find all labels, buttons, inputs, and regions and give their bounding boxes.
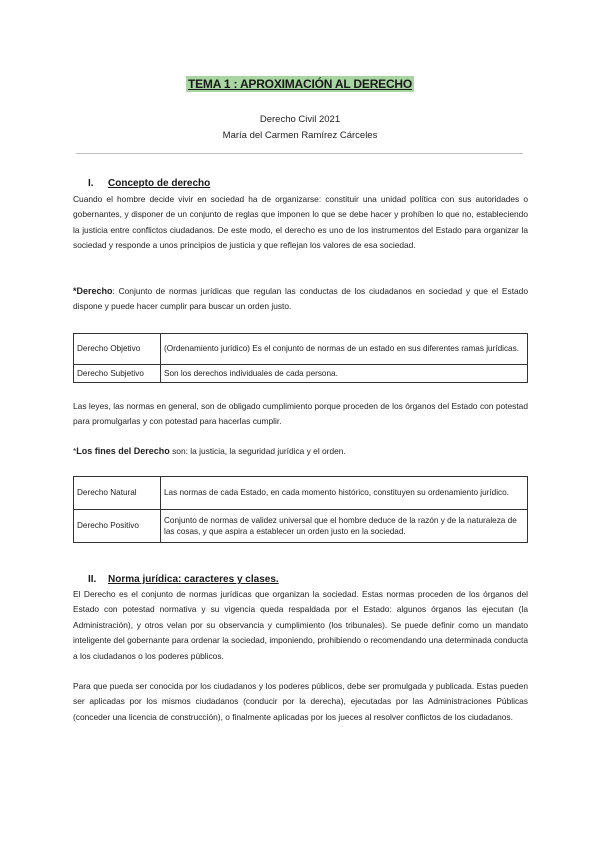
fines-text: son: la justicia, la seguridad jurídica y el orden. [169, 446, 346, 456]
table-row [74, 334, 528, 365]
table-desc: Son los derechos individuales de cada persona. [161, 365, 528, 383]
title-container [0, 75, 600, 93]
section-1-title: Concepto de derecho [108, 178, 211, 189]
section-2-paragraph-1: El Derecho es el conjunto de normas jurídicas que organizan la sociedad. Estas normas proceden de los órganos del Estado con potestad normativa y su vigencia queda respaldada por el Estado: algunos órganos las ejecutan (la Administración), y otros velan por su observancia y cumplimiento (los tribunales). Se puede definir como un mandato inteligente del gobernante para ordenar la sociedad, imponiendo, prohibiendo o recomendando una determinada conducta a los ciudadanos o los poderes públicos. [73, 589, 528, 661]
section-1-paragraph-2: Las leyes, las normas en general, son de obligado cumplimiento porque proceden de los órganos del Estado con potestad para promulgarlas y con potestad para hacerlas cumplir. [73, 401, 528, 427]
fines-label: Los fines del Derecho [76, 446, 170, 456]
header-divider [76, 153, 523, 154]
fines-prefix: * [73, 446, 77, 456]
table-row [74, 510, 528, 543]
section-1-paragraph-1: Cuando el hombre decide vivir en sociedad ha de organizarse: constituir una unidad política con sus autoridades o gobernantes, y disponer de un conjunto de reglas que imponen lo que se debe hacer y prohíben lo que no, estableciendo la justicia entre conflictos ciudadanos. De este modo, el derecho es uno de los instrumentos del Estado para organizar la sociedad y responde a unos principios de justicia y que reflejan los valores de esa sociedad. [73, 194, 528, 251]
section-2-title: Norma jurídica: caracteres y clases. [108, 574, 279, 585]
section-2-heading [88, 574, 279, 585]
derecho-definition [73, 284, 528, 315]
fines-derecho [73, 444, 528, 459]
document-title: TEMA 1 : APROXIMACIÓN AL DERECHO [187, 77, 413, 91]
derecho-natural-positivo-table [73, 476, 528, 543]
derecho-types-table [73, 333, 528, 383]
section-1-heading [88, 178, 210, 189]
table-term: Derecho Natural [74, 477, 161, 510]
table-term: Derecho Objetivo [74, 334, 161, 365]
table-term: Derecho Subjetivo [74, 365, 161, 383]
subject-line: Derecho Civil 2021 [259, 114, 341, 125]
table-desc: Conjunto de normas de validez universal que el hombre deduce de la razón y de la naturaleza de las cosas, y que aspira a establecer un orden justo en la sociedad. [161, 510, 528, 543]
author-line: María del Carmen Ramírez Cárceles [222, 130, 378, 141]
table-row [74, 477, 528, 510]
document-meta [0, 112, 600, 144]
section-2-number: II. [88, 574, 97, 585]
section-1-number: I. [88, 178, 94, 189]
table-term: Derecho Positivo [74, 510, 161, 543]
table-desc: Las normas de cada Estado, en cada momento histórico, constituyen su ordenamiento jurídico. [161, 477, 528, 510]
derecho-definition-label: *Derecho [73, 286, 113, 296]
table-desc: (Ordenamiento jurídico) Es el conjunto de normas de un estado en sus diferentes ramas jurídicas. [161, 334, 528, 365]
derecho-definition-text: : Conjunto de normas jurídicas que regulan las conductas de los ciudadanos en sociedad y que el Estado dispone y puede hacer cumplir para buscar un orden justo. [73, 286, 528, 312]
section-2-paragraph-2: Para que pueda ser conocida por los ciudadanos y los poderes públicos, debe ser promulgada y publicada. Estas pueden ser aplicadas por los mismos ciudadanos (conducir por la derecha), ejecutadas por las Administraciones Públicas (conceder una licencia de construcción), o finalmente aplicadas por los jueces al resolver conflictos de los ciudadanos. [73, 681, 528, 722]
table-row [74, 365, 528, 383]
